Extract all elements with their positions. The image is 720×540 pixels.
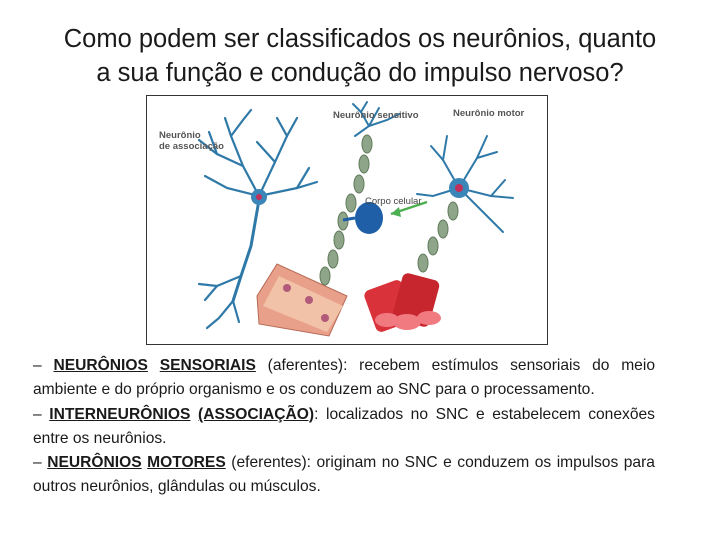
title-line-2: a sua função e condução do impulso nervoso? — [96, 59, 624, 87]
skin-tissue — [257, 264, 347, 336]
paragraph-motor — [33, 451, 655, 500]
term-sensoriais: SENSORIAIS — [159, 357, 256, 374]
neuron-illustration — [146, 95, 548, 345]
paragraph-interneurons-text: : localizados no SNC e estabelecem conexões entre os neurônios. — [33, 405, 655, 447]
title-line-1: Como podem ser classificados os neurônios, quanto — [63, 25, 657, 53]
dash: – — [33, 454, 42, 472]
muscle-tissue — [363, 272, 441, 334]
term-motores: MOTORES — [147, 454, 226, 472]
term-neuronios: NEURÔNIOS — [53, 357, 148, 374]
term-interneuronios: INTERNEURÔNIOS — [49, 405, 191, 423]
motor-myelin — [418, 202, 458, 272]
dash: – — [33, 357, 42, 374]
dash: – — [33, 405, 42, 423]
classification-text — [33, 354, 655, 500]
cell-body-label: Corpo celular — [365, 196, 422, 207]
association-label-line-1: Neurônio — [159, 130, 201, 141]
association-neuron-label — [159, 130, 224, 152]
page-title — [20, 22, 700, 90]
sensory-neuron-label: Neurônio sensitivo — [333, 110, 419, 121]
paragraph-interneurons — [33, 403, 655, 452]
association-label-line-2: de associação — [159, 141, 224, 152]
term-neuronios: NEURÔNIOS — [47, 454, 142, 472]
motor-neuron-label: Neurônio motor — [453, 108, 525, 119]
term-associacao: (ASSOCIAÇÃO) — [198, 405, 315, 423]
paragraph-sensory — [33, 354, 655, 403]
paragraph-motor-text: (eferentes): originam no SNC e conduzem os impulsos para outros neurônios, glândulas ou músculos. — [33, 454, 655, 496]
paragraph-sensory-text: (aferentes): recebem estímulos sensoriais do meio ambiente e do próprio organismo e os conduzem ao SNC para o processamento. — [33, 357, 655, 399]
